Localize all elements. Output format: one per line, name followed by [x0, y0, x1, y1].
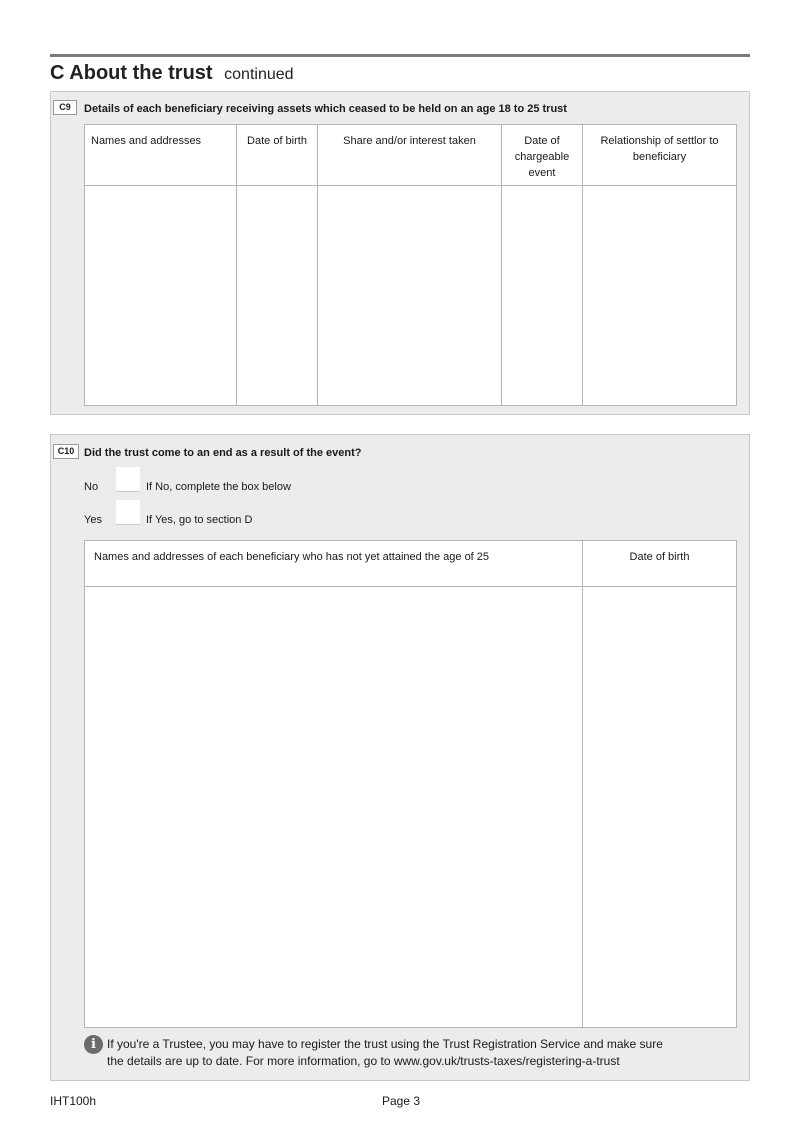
section-letter: C	[50, 62, 65, 84]
section-title	[50, 62, 294, 85]
column-header-beneficiary-date-of-birth: Date of birth	[583, 541, 737, 587]
option-yes-checkbox[interactable]	[116, 500, 140, 525]
option-no-label: No	[84, 481, 99, 493]
question-c10-panel	[50, 434, 750, 1081]
column-header-share-interest: Share and/or interest taken	[318, 125, 502, 186]
column-header-names-addresses: Names and addresses	[85, 125, 237, 186]
trust-registration-info	[107, 1036, 707, 1070]
question-number-c10: C10	[53, 444, 79, 459]
section-title-text: About the trust	[69, 62, 213, 84]
beneficiaries-under-25-table	[84, 540, 737, 1028]
option-no-hint: If No, complete the box below	[146, 481, 291, 493]
page-number: Page 3	[382, 1094, 421, 1108]
column-header-date-chargeable-event: Date of chargeable event	[502, 125, 583, 186]
question-c10-text: Did the trust come to an end as a result of the event?	[84, 447, 362, 459]
column-header-relationship: Relationship of settlor to beneficiary	[583, 125, 737, 186]
info-line-1: If you're a Trustee, you may have to register the trust using the Trust Registration Service and make sure	[107, 1037, 663, 1051]
chargeable-event-date-entry-field[interactable]	[502, 186, 583, 406]
column-header-beneficiary-names-addresses: Names and addresses of each beneficiary who has not yet attained the age of 25	[85, 541, 583, 587]
form-code: IHT100h	[50, 1094, 97, 1108]
info-icon: i	[84, 1035, 103, 1054]
info-line-2: the details are up to date. For more information, go to www.gov.uk/trusts-taxes/registering-a-trust	[107, 1054, 620, 1068]
option-yes-hint: If Yes, go to section D	[146, 514, 253, 526]
names-addresses-entry-field[interactable]	[85, 186, 237, 406]
section-top-rule	[50, 54, 750, 57]
section-continued: continued	[224, 66, 294, 83]
date-of-birth-entry-field[interactable]	[237, 186, 318, 406]
relationship-entry-field[interactable]	[583, 186, 737, 406]
question-number-c9: C9	[53, 100, 77, 115]
question-c9-text: Details of each beneficiary receiving assets which ceased to be held on an age 18 to 25 trust	[84, 103, 567, 115]
option-no-checkbox[interactable]	[116, 467, 140, 492]
share-interest-entry-field[interactable]	[318, 186, 502, 406]
beneficiary-assets-table	[84, 124, 737, 406]
column-header-date-of-birth: Date of birth	[237, 125, 318, 186]
option-yes-label: Yes	[84, 514, 102, 526]
beneficiary-dob-entry-field[interactable]	[583, 587, 737, 1028]
question-c9-panel	[50, 91, 750, 415]
beneficiary-names-entry-field[interactable]	[85, 587, 583, 1028]
